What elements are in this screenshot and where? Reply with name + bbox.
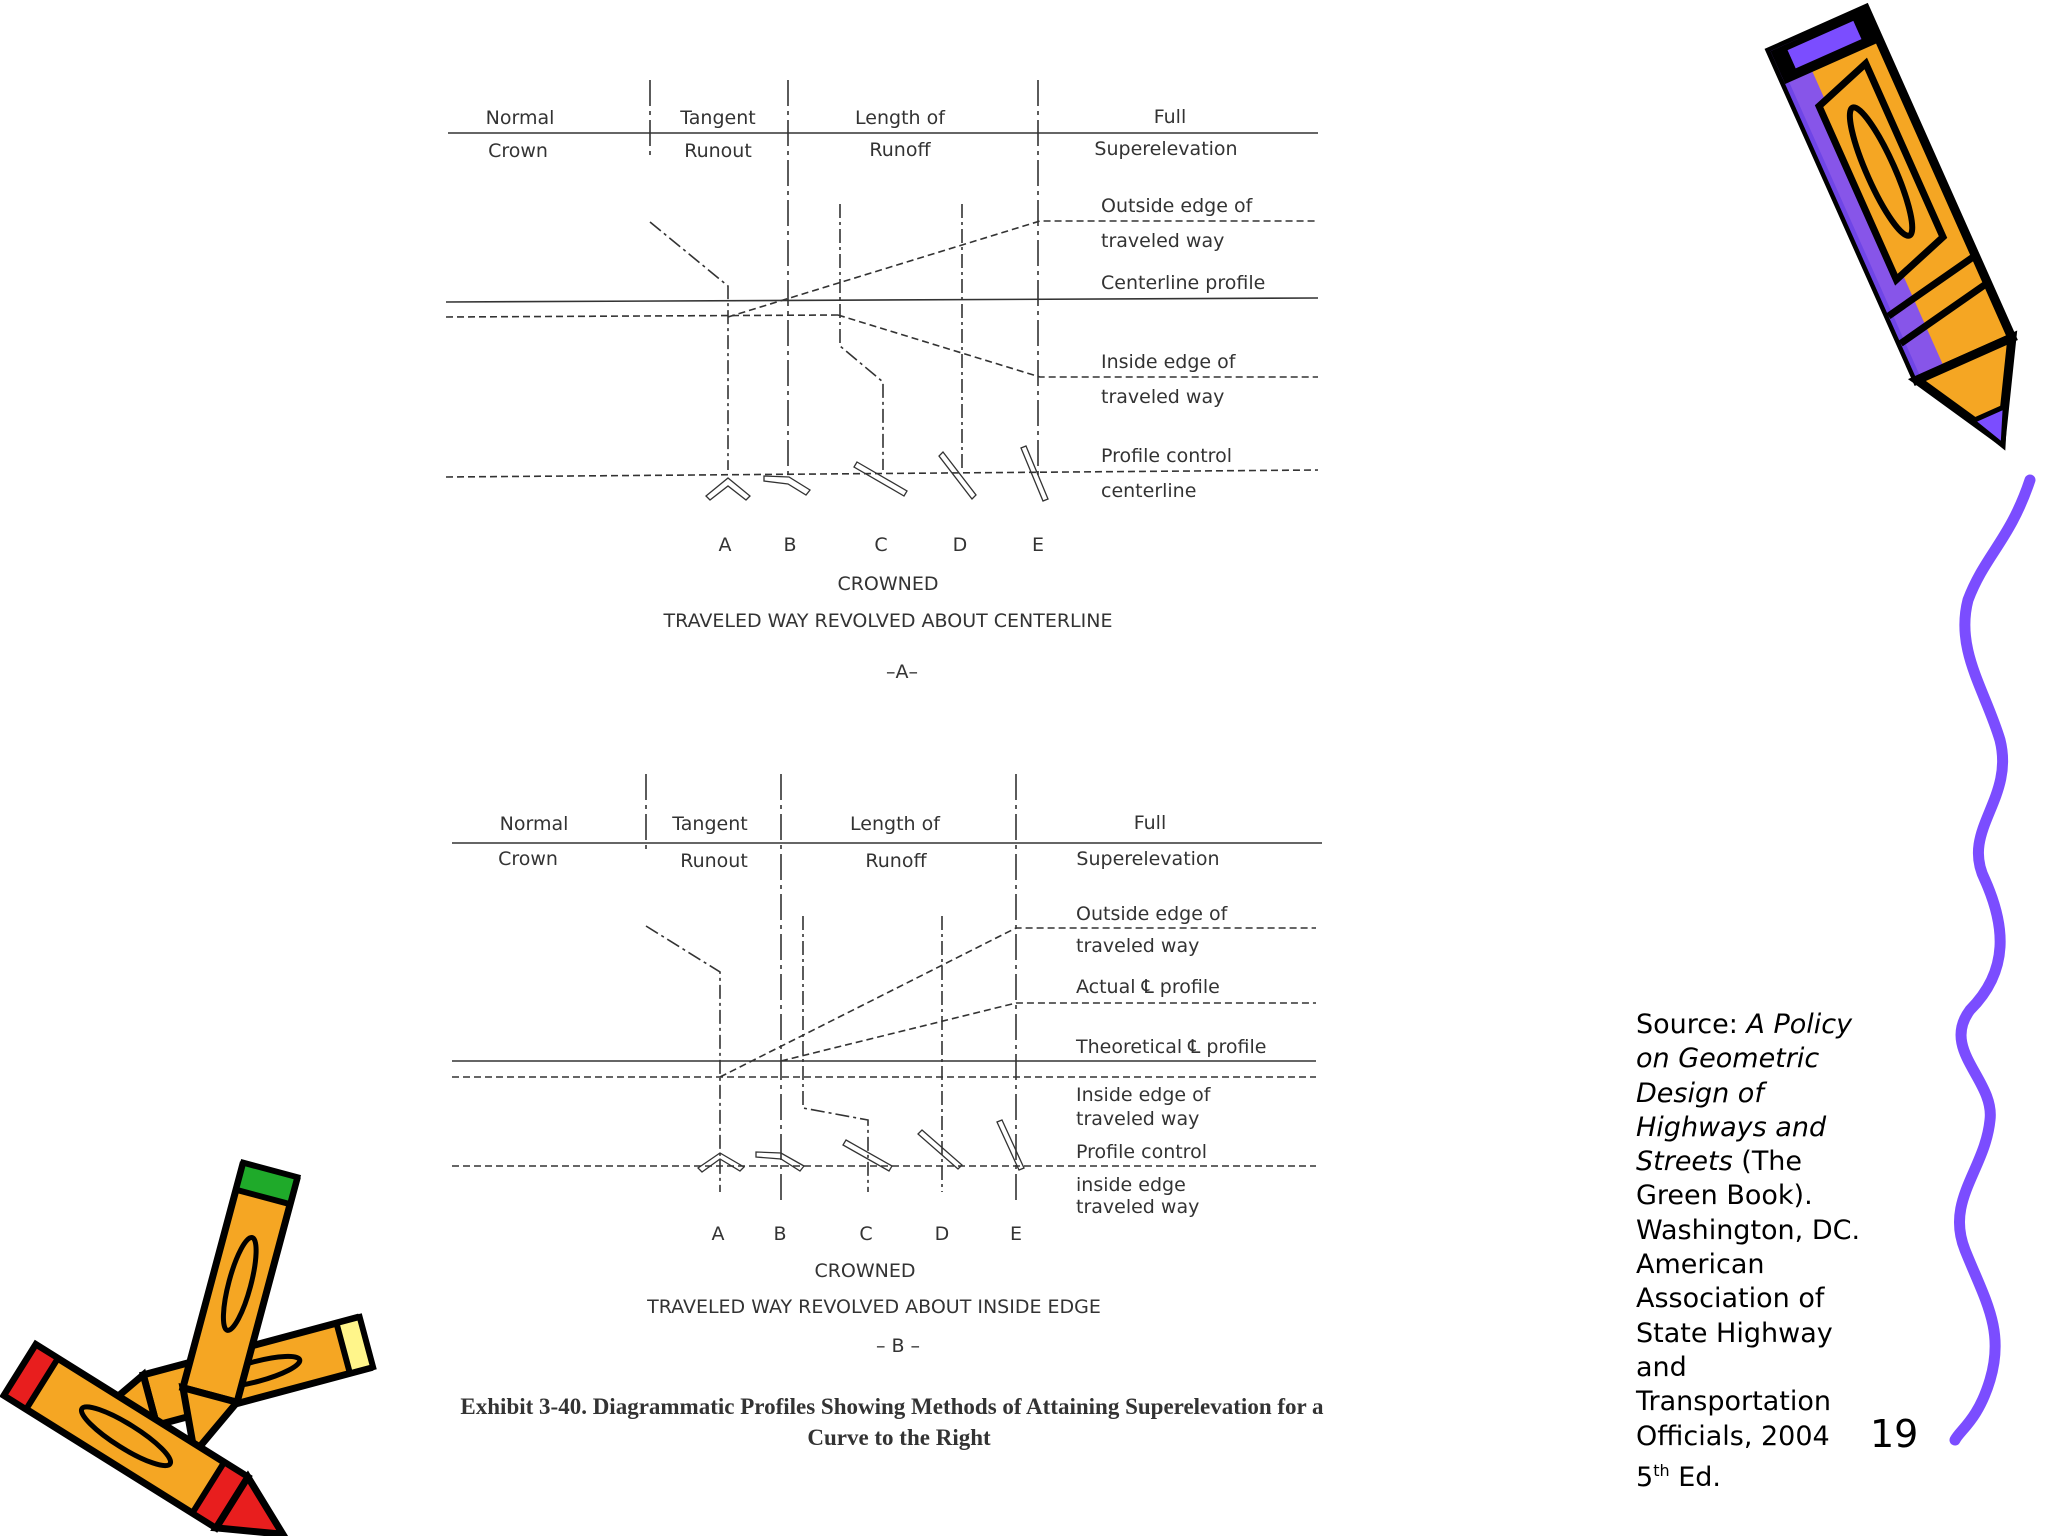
label-b-theoretical-cl: Theoretical ℄ profile (1076, 1036, 1267, 1058)
label-b-control-inside: inside edge (1076, 1174, 1186, 1196)
station-b-A: A (711, 1223, 725, 1245)
label-a-control-centerline: centerline (1101, 480, 1197, 502)
label-a-outside-way: traveled way (1101, 230, 1225, 252)
label-b-control-way: traveled way (1076, 1196, 1200, 1218)
exhibit-caption-line1: Exhibit 3-40. Diagrammatic Profiles Showing Methods of Attaining Superelevation for a (460, 1394, 1324, 1419)
header-a-2-line2: Runout (684, 140, 752, 162)
title-b-method: TRAVELED WAY REVOLVED ABOUT INSIDE EDGE (647, 1296, 1101, 1318)
station-a-E: E (1031, 534, 1045, 556)
header-b-4-line2: Superelevation (1076, 848, 1220, 870)
header-a-1-line1: Normal (485, 107, 555, 129)
header-b-1-line2: Crown (498, 848, 558, 870)
source-edition-number: 5 (1636, 1461, 1654, 1493)
header-b-4-line1: Full (1133, 812, 1167, 834)
title-a-letter: –A– (886, 661, 918, 683)
label-a-centerline: Centerline profile (1101, 272, 1266, 294)
source-edition-suffix: th (1653, 1460, 1670, 1480)
header-a-4-line2: Superelevation (1094, 138, 1238, 160)
label-b-outside-edge: Outside edge of (1076, 903, 1228, 925)
station-a-A: A (718, 534, 732, 556)
label-b-outside-way: traveled way (1076, 935, 1200, 957)
label-a-profile-control: Profile control (1101, 445, 1232, 467)
header-b-1-line1: Normal (499, 813, 569, 835)
station-a-C: C (874, 534, 888, 556)
station-a-D: D (952, 534, 968, 556)
label-b-inside-edge: Inside edge of (1076, 1084, 1211, 1106)
source-title: A Policy on Geometric Design of Highways and Streets (1636, 1009, 1853, 1178)
source-details: (The Green Book). Washington, DC. American Association of State Highway and Transportation Officials, 2004 (1636, 1146, 1861, 1452)
header-b-3-line2: Runoff (865, 850, 927, 872)
label-a-inside-way: traveled way (1101, 386, 1225, 408)
station-a-B: B (783, 534, 797, 556)
crayon-icon (1770, 9, 2048, 467)
station-b-D: D (934, 1223, 950, 1245)
crayons-icon (4, 1163, 373, 1536)
label-b-inside-way: traveled way (1076, 1108, 1200, 1130)
title-b-crowned: CROWNED (814, 1260, 916, 1282)
diagram-b-text (498, 812, 1266, 1357)
header-b-2-line1: Tangent (672, 813, 748, 835)
station-b-B: B (773, 1223, 787, 1245)
exhibit-caption-line2: Curve to the Right (807, 1425, 991, 1450)
header-b-2-line2: Runout (680, 850, 748, 872)
header-a-2-line1: Tangent (680, 107, 756, 129)
title-b-letter: – B – (875, 1335, 921, 1357)
diagram-a-text (486, 106, 1266, 683)
source-citation (1636, 1008, 1866, 1495)
header-b-3-line1: Length of (850, 813, 940, 835)
station-b-E: E (1009, 1223, 1023, 1245)
label-b-actual-cl: Actual ℄ profile (1076, 976, 1220, 998)
station-b-C: C (859, 1223, 873, 1245)
slide-number: 19 (1870, 1412, 1919, 1456)
header-a-4-line1: Full (1153, 106, 1187, 128)
header-a-3-line1: Length of (855, 107, 945, 129)
title-a-crowned: CROWNED (837, 573, 939, 595)
label-a-outside-edge: Outside edge of (1101, 195, 1253, 217)
header-a-1-line2: Crown (488, 140, 548, 162)
purple-squiggle-decoration (1955, 480, 2030, 1440)
header-a-3-line2: Runoff (869, 139, 931, 161)
title-a-method: TRAVELED WAY REVOLVED ABOUT CENTERLINE (663, 610, 1113, 632)
label-a-inside-edge: Inside edge of (1101, 351, 1236, 373)
label-b-profile-control: Profile control (1076, 1141, 1207, 1163)
source-prefix: Source: (1636, 1009, 1747, 1040)
source-edition-tail: Ed. (1669, 1461, 1721, 1493)
